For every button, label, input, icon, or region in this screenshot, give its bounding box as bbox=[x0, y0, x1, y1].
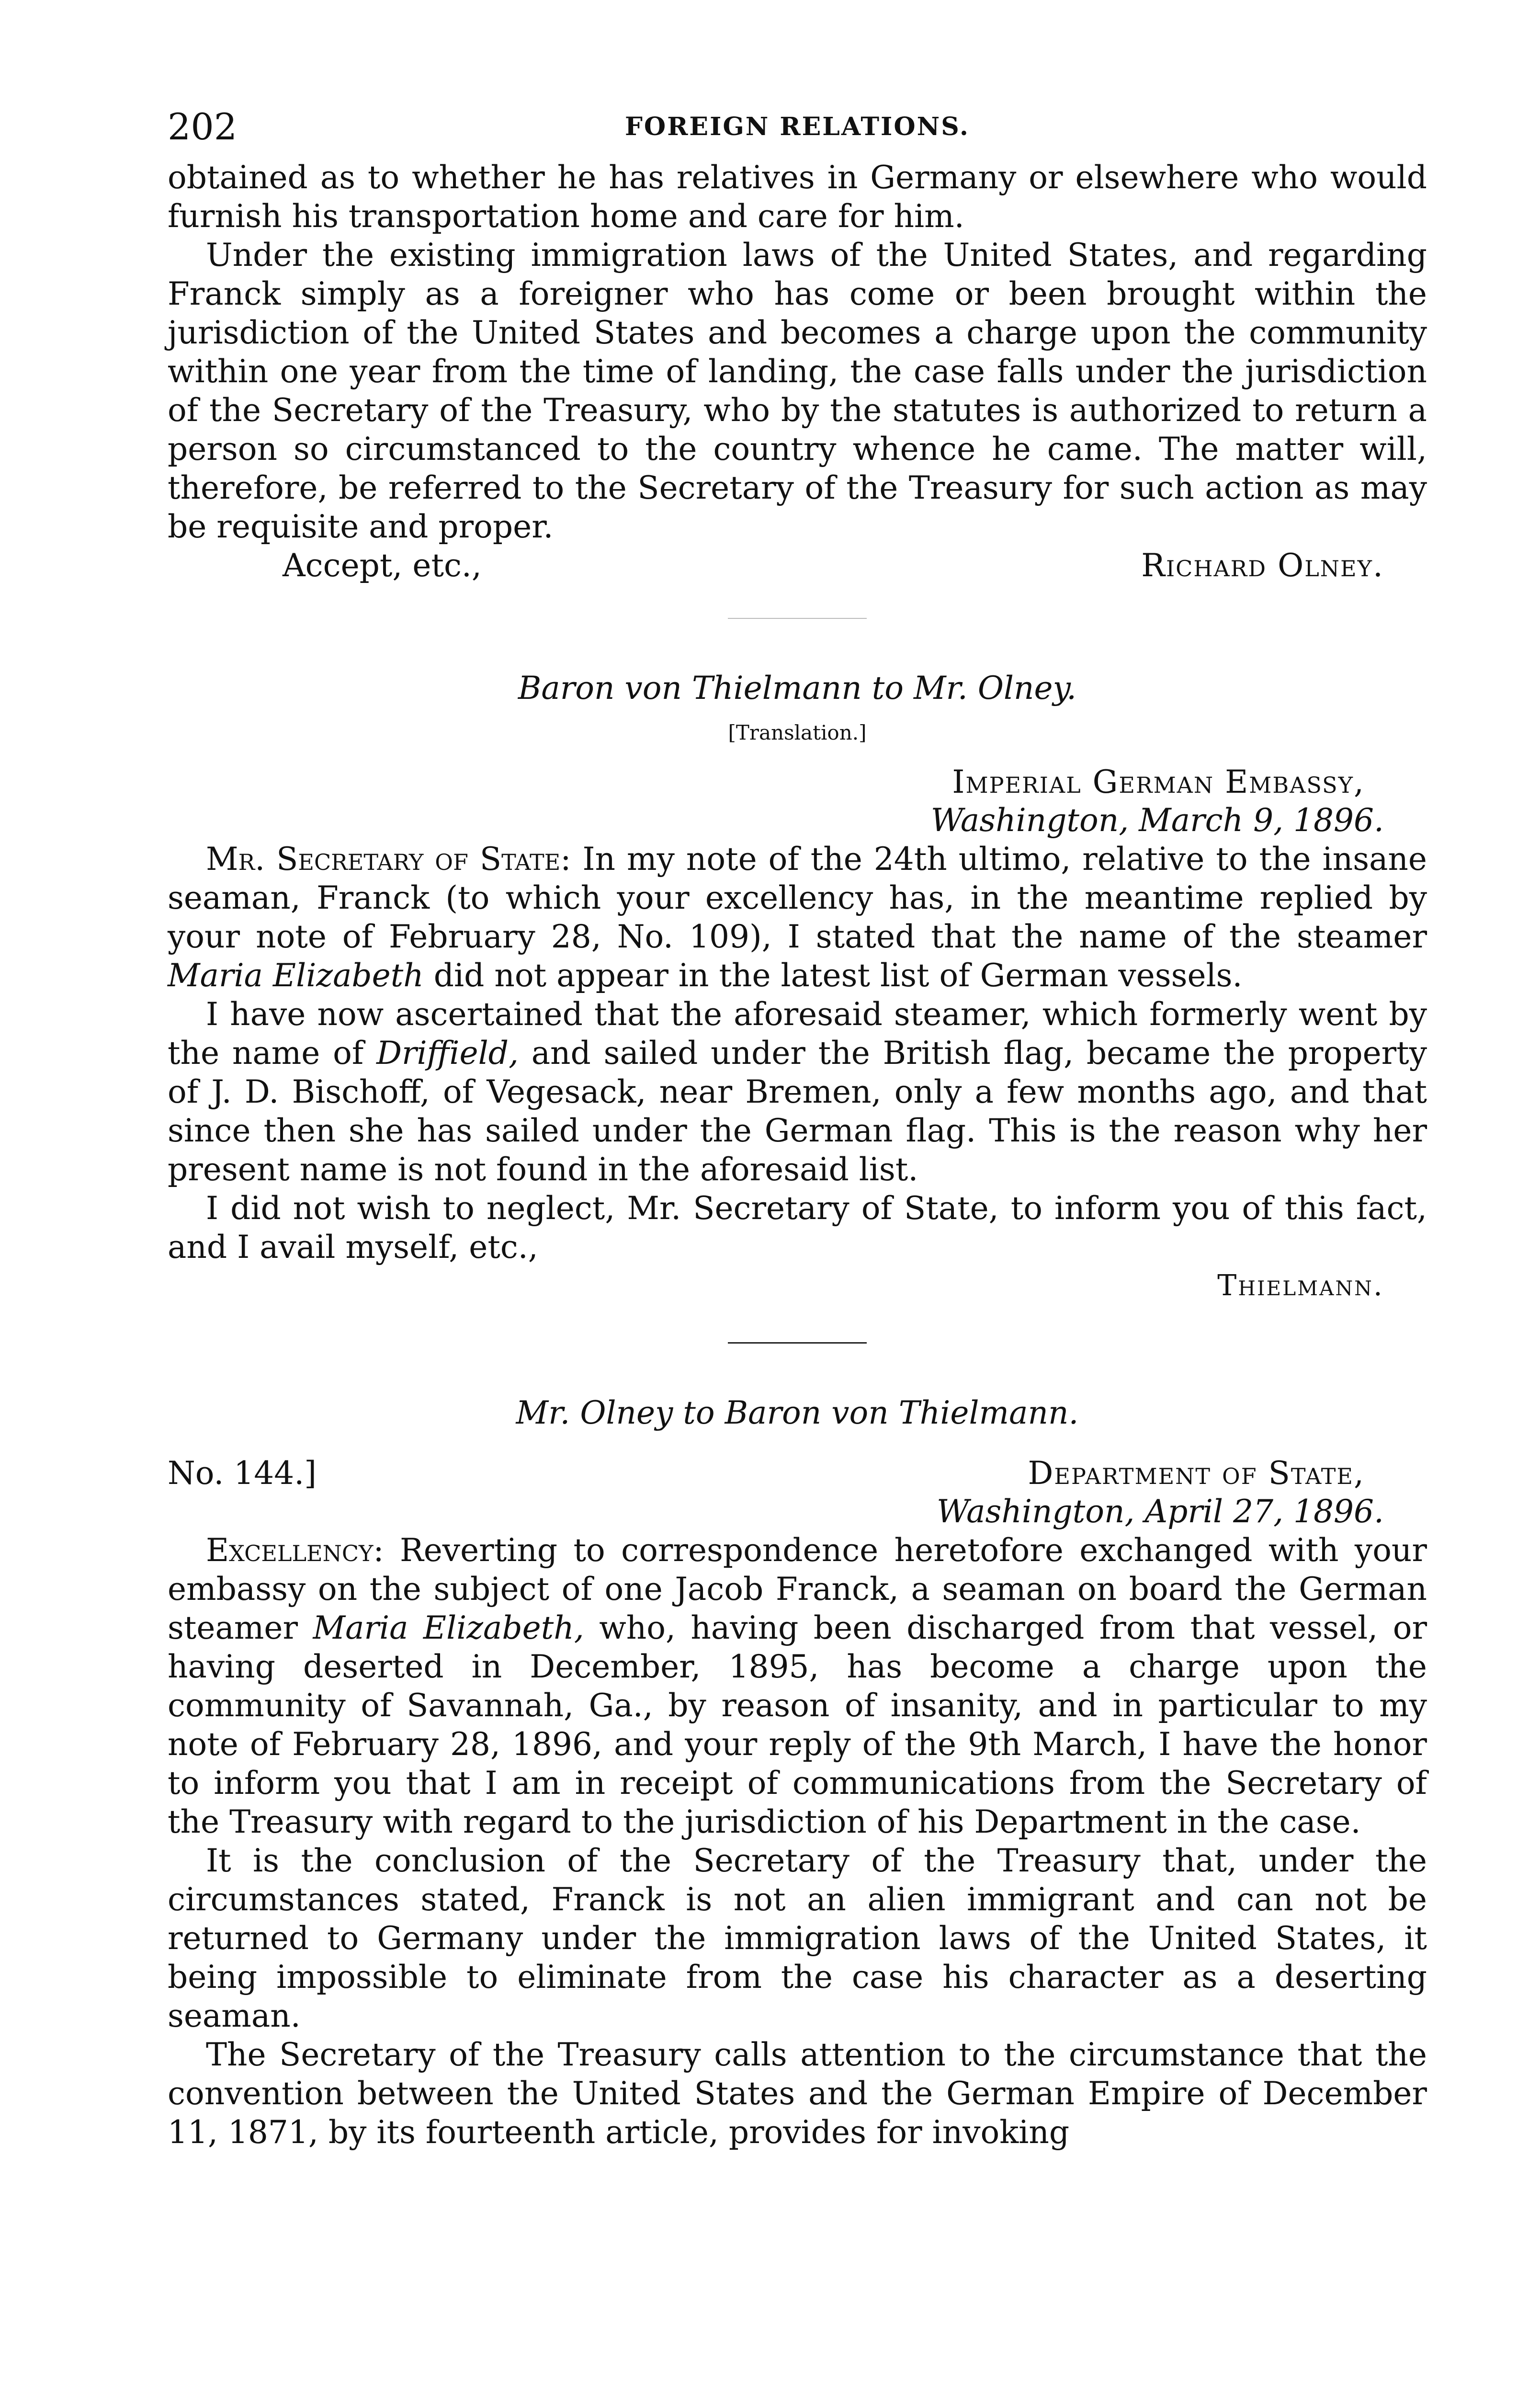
translation-note: [Translation.] bbox=[728, 721, 867, 744]
text-run: I have now ascertained that the aforesaid steamer, which formerly went by the name of bbox=[168, 996, 1427, 1072]
salutation: Excellency: bbox=[206, 1532, 384, 1569]
paragraph-continuation: obtained as to whether he has relatives in Germany or elsewhere who would furnish his transportation home and care for him. bbox=[168, 159, 1427, 235]
ship-name: Maria Elizabeth, bbox=[313, 1609, 584, 1646]
running-head bbox=[168, 105, 1427, 158]
dateline-row bbox=[168, 1454, 1427, 1493]
text-run: who, having been discharged from that vessel, or having deserted in December, 1895, has become a charge upon the community of Savannah, Ga., by reason of insanity, and in particular to my note of February 28, 1896, and your reply of the 9th March, I have the honor to inform you that I am in receipt of communications from the Secretary of the Treasury with regard to the jurisdiction of his Department in the case. bbox=[168, 1609, 1427, 1840]
text-run: Reverting to correspondence heretofore exchanged with your embassy on the subject of one Jacob Franck, a seaman on board the German steamer bbox=[168, 1532, 1427, 1646]
document-page bbox=[168, 105, 1427, 2152]
dateline-place: Department of State, bbox=[1028, 1455, 1365, 1492]
ship-name: Maria Elizabeth bbox=[168, 957, 424, 994]
dateline-date: Washington, April 27, 1896. bbox=[937, 1493, 1384, 1530]
letter-heading-olney: Mr. Olney to Baron von Thielmann. bbox=[516, 1394, 1079, 1431]
salutation: Mr. Secretary of State: bbox=[206, 841, 571, 878]
dateline-place: Imperial German Embassy, bbox=[952, 764, 1365, 800]
paragraph-thielmann-2 bbox=[168, 995, 1427, 1189]
letter-heading-thielmann: Baron von Thielmann to Mr. Olney. bbox=[518, 670, 1077, 707]
paragraph-olney-2: It is the conclusion of the Secretary of the Treasury that, under the circumstances stated, Franck is not an alien immigrant and can not be returned to Germany under the immigration laws of the United States, it being impossible to eliminate from the case his character as a deserting seaman. bbox=[168, 1842, 1427, 2034]
paragraph-olney-3: The Secretary of the Treasury calls attention to the circumstance that the convention between the United States and the German Empire of December 11, 1871, by its fourteenth article, provides for invoking bbox=[168, 2036, 1427, 2151]
text-run: In my note of the 24th ultimo, relative to the insane seaman, Franck (to which your excellency has, in the meantime replied by your note of February 28, No. 109), I stated that the name of the steamer bbox=[168, 841, 1427, 955]
paragraph-thielmann-3: I did not wish to neglect, Mr. Secretary of State, to inform you of this fact, and I avail myself, etc., bbox=[168, 1190, 1427, 1266]
ship-name: Driffield, bbox=[376, 1035, 519, 1072]
text-run: did not appear in the latest list of German vessels. bbox=[433, 957, 1243, 994]
paragraph-olney-1 bbox=[168, 1531, 1427, 1841]
signature-olney: Richard Olney. bbox=[1141, 547, 1384, 584]
dateline-date: Washington, March 9, 1896. bbox=[930, 802, 1384, 839]
running-title: FOREIGN RELATIONS. bbox=[625, 112, 970, 141]
text-run: and sailed under the British flag, became the property of J. D. Bischoff, of Vegesack, near Bremen, only a few months ago, and that since then she has sailed under the German flag. This is the reason why her present name is not found in the aforesaid list. bbox=[168, 1035, 1427, 1188]
signature-thielmann: Thielmann. bbox=[1217, 1269, 1384, 1302]
closing-row-olney bbox=[168, 546, 1427, 585]
note-number: No. 144.] bbox=[168, 1455, 317, 1492]
paragraph-thielmann-1 bbox=[168, 840, 1427, 995]
paragraph-immigration-laws: Under the existing immigration laws of the United States, and regarding Franck simply as a foreigner who has come or been brought within the jurisdiction of the United States and becomes a charge upon the community within one year from the time of landing, the case falls under the jurisdiction of the Secretary of the Treasury, who by the statutes is authorized to return a person so circumstanced to the country whence he came. The matter will, therefore, be referred to the Secretary of the Treasury for such action as may be requisite and proper. bbox=[168, 237, 1427, 545]
complimentary-close: Accept, etc., bbox=[283, 547, 482, 584]
page-number: 202 bbox=[168, 105, 238, 148]
